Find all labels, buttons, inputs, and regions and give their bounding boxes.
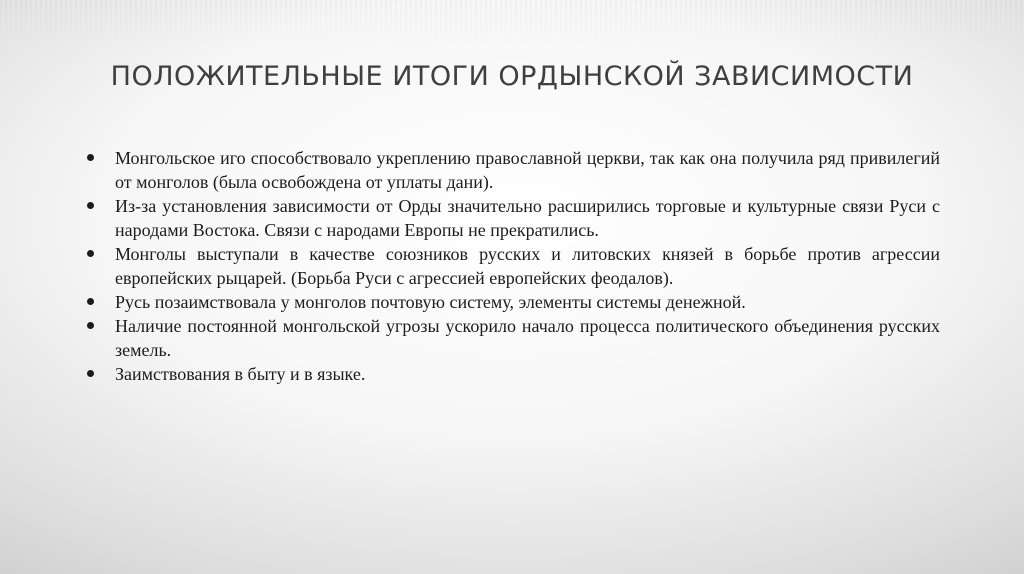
bullet-text: Русь позаимствовала у монголов почтовую систему, элементы системы денежной. bbox=[115, 292, 746, 312]
bullet-dot-icon bbox=[87, 322, 94, 329]
bullet-item bbox=[84, 314, 940, 362]
bullet-text: Монгольское иго способствовало укреплению православной церкви, так как она получила ряд привилегий от монголов (была освобождена от уплаты дани). bbox=[115, 148, 940, 192]
bullet-list bbox=[84, 146, 940, 386]
bullet-item bbox=[84, 194, 940, 242]
bullet-item bbox=[84, 146, 940, 194]
bullet-text: Наличие постоянной монгольской угрозы ускорило начало процесса политического объединения русских земель. bbox=[115, 316, 940, 360]
slide-title: ПОЛОЖИТЕЛЬНЫЕ ИТОГИ ОРДЫНСКОЙ ЗАВИСИМОСТИ bbox=[110, 61, 914, 92]
bullet-item bbox=[84, 362, 940, 386]
bullet-dot-icon bbox=[87, 298, 94, 305]
bullet-text: Монголы выступали в качестве союзников русских и литовских князей в борьбе против агрессии европейских рыцарей. (Борьба Руси с агрессией европейских феодалов). bbox=[115, 244, 940, 288]
bullet-text: Заимствования в быту и в языке. bbox=[115, 364, 366, 384]
bullet-item bbox=[84, 242, 940, 290]
bullet-text: Из-за установления зависимости от Орды значительно расширились торговые и культурные связи Руси с народами Востока. Связи с народами Европы не прекратились. bbox=[115, 196, 940, 240]
bullet-dot-icon bbox=[87, 202, 94, 209]
background-texture bbox=[0, 0, 1024, 48]
bullet-dot-icon bbox=[87, 154, 94, 161]
bullet-item bbox=[84, 290, 940, 314]
bullet-dot-icon bbox=[87, 250, 94, 257]
bullet-dot-icon bbox=[87, 370, 94, 377]
